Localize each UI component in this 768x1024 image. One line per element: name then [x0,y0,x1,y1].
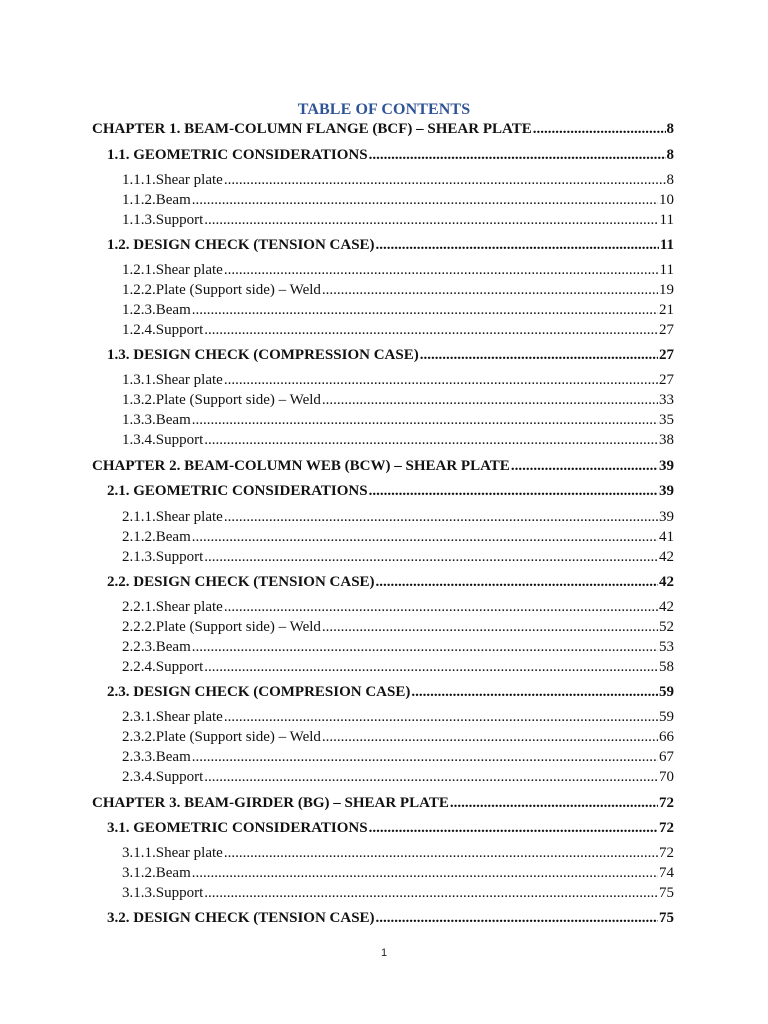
dot-leader [192,639,658,656]
toc-entry-label: 2.2. DESIGN CHECK (TENSION CASE) [107,574,375,590]
toc-entry-section[interactable] [107,684,674,701]
toc-entry-page: 75 [659,910,674,926]
dot-leader [224,262,659,279]
toc-entry-sub[interactable] [122,509,674,526]
toc-entry-number: 2.2.3. [122,639,156,655]
toc-entry-sub[interactable] [122,172,674,189]
toc-entry-page: 58 [659,659,674,675]
toc-entry-page: 33 [659,392,674,408]
toc-entry-number: 2.3.2. [122,729,156,745]
toc-entry-number: 2.3.3. [122,749,156,765]
dot-leader [420,347,658,364]
toc-entry-page: 38 [659,432,674,448]
toc-entry-label: Support [155,769,204,785]
toc-entry-label: Plate (Support side) – Weld [155,619,321,635]
dot-leader [224,372,658,389]
toc-entry-label: Support [155,432,204,448]
toc-entry-number: 1.3.3. [122,412,156,428]
toc-entry-page: 52 [659,619,674,635]
toc-entry-page: 11 [659,212,674,228]
toc-entry-label: CHAPTER 2. BEAM-COLUMN WEB (BCW) – SHEAR PLATE [92,458,510,474]
toc-entry-sub[interactable] [122,322,674,339]
toc-entry-number: 1.1.1. [122,172,156,188]
dot-leader [192,529,658,546]
toc-entry-page: 21 [659,302,674,318]
toc-entry-sub[interactable] [122,639,674,656]
toc-entry-label: 3.2. DESIGN CHECK (TENSION CASE) [107,910,375,926]
toc-entry-label: Support [155,659,204,675]
toc-entry-label: Beam [155,529,191,545]
toc-entry-page: 75 [659,885,674,901]
toc-entry-chapter[interactable] [92,458,674,475]
toc-entry-page: 27 [659,372,674,388]
toc-entry-page: 72 [659,820,674,836]
toc-entry-chapter[interactable] [92,795,674,812]
dot-leader [369,147,666,164]
dot-leader [204,322,658,339]
toc-entry-page: 74 [659,865,674,881]
toc-entry-label: Shear plate [155,509,223,525]
dot-leader [192,302,658,319]
dot-leader [369,483,658,500]
toc-entry-number: 3.1.3. [122,885,156,901]
toc-entry-page: 72 [659,845,674,861]
toc-entry-number: 1.1.2. [122,192,156,208]
dot-leader [204,549,658,566]
dot-leader [376,910,658,927]
toc-entry-sub[interactable] [122,212,674,229]
dot-leader [204,212,658,229]
toc-entry-label: Plate (Support side) – Weld [155,729,321,745]
toc-entry-page: 10 [659,192,674,208]
toc-entry-sub[interactable] [122,192,674,209]
toc-entry-label: Beam [155,865,191,881]
toc-entry-label: 2.1. GEOMETRIC CONSIDERATIONS [107,483,368,499]
toc-entry-page: 59 [659,709,674,725]
toc-entry-number: 1.2.3. [122,302,156,318]
toc-entry-sub[interactable] [122,432,674,449]
toc-entry-label: Beam [155,412,191,428]
toc-entry-number: 1.2.4. [122,322,156,338]
toc-entry-sub[interactable] [122,865,674,882]
dot-leader [224,599,658,616]
toc-entry-sub[interactable] [122,845,674,862]
dot-leader [204,769,658,786]
dot-leader [376,237,659,254]
toc-entry-page: 70 [659,769,674,785]
toc-entry-label: Shear plate [155,262,223,278]
dot-leader [224,709,658,726]
dot-leader [322,392,658,409]
toc-entry-number: 2.1.3. [122,549,156,565]
dot-leader [192,749,658,766]
toc-entry-sub[interactable] [122,549,674,566]
toc-entry-sub[interactable] [122,769,674,786]
dot-leader [204,659,658,676]
dot-leader [450,795,658,812]
dot-leader [192,412,658,429]
toc-entry-number: 2.1.2. [122,529,156,545]
toc-entry-number: 1.3.1. [122,372,156,388]
toc-entry-page: 35 [659,412,674,428]
toc-entry-sub[interactable] [122,412,674,429]
toc-entry-section[interactable] [107,147,674,164]
dot-leader [369,820,658,837]
toc-entry-sub[interactable] [122,282,674,299]
toc-entry-number: 3.1.2. [122,865,156,881]
toc-entry-sub[interactable] [122,372,674,389]
toc-entry-page: 42 [659,599,674,615]
toc-entry-label: Shear plate [155,599,223,615]
toc-entry-label: 1.2. DESIGN CHECK (TENSION CASE) [107,237,375,253]
toc-entry-page: 39 [659,483,674,499]
toc-entry-page: 72 [659,795,674,811]
toc-entry-page: 27 [659,347,674,363]
toc-entry-label: CHAPTER 1. BEAM-COLUMN FLANGE (BCF) – SHEAR PLATE [92,121,532,137]
toc-entry-number: 1.2.1. [122,262,156,278]
toc-entry-page: 59 [659,684,674,700]
toc-entry-label: Support [155,885,204,901]
toc-entry-label: 1.1. GEOMETRIC CONSIDERATIONS [107,147,368,163]
toc-entry-section[interactable] [107,910,674,927]
toc-entry-label: Shear plate [155,372,223,388]
toc-entry-section[interactable] [107,820,674,837]
toc-entry-sub[interactable] [122,619,674,636]
toc-entry-number: 1.1.3. [122,212,156,228]
dot-leader [411,684,658,701]
toc-entry-page: 42 [659,549,674,565]
dot-leader [376,574,658,591]
toc-entry-page: 39 [659,458,674,474]
toc-entry-label: Beam [155,192,191,208]
dot-leader [224,845,658,862]
dot-leader [511,458,658,475]
toc-entry-label: Beam [155,639,191,655]
dot-leader [322,282,658,299]
toc-entry-number: 1.3.4. [122,432,156,448]
toc-entry-label: Support [155,549,204,565]
toc-entry-page: 8 [666,121,674,137]
toc-entry-number: 2.3.1. [122,709,156,725]
toc-entry-sub[interactable] [122,659,674,676]
toc-entry-page: 42 [659,574,674,590]
toc-entry-page: 19 [659,282,674,298]
toc-entry-section[interactable] [107,483,674,500]
toc-entry-label: Support [155,212,204,228]
toc-entry-number: 2.1.1. [122,509,156,525]
toc-entry-sub[interactable] [122,262,674,279]
toc-entry-sub[interactable] [122,749,674,766]
toc-entry-label: 1.3. DESIGN CHECK (COMPRESSION CASE) [107,347,419,363]
dot-leader [224,172,666,189]
dot-leader [224,509,658,526]
toc-entry-page: 53 [659,639,674,655]
toc-entry-number: 1.2.2. [122,282,156,298]
toc-entry-label: Shear plate [155,172,223,188]
toc-entry-sub[interactable] [122,302,674,319]
toc-entry-label: Shear plate [155,845,223,861]
toc-entry-label: CHAPTER 3. BEAM-GIRDER (BG) – SHEAR PLATE [92,795,449,811]
dot-leader [533,121,666,138]
toc-entry-page: 41 [659,529,674,545]
toc-entry-label: Beam [155,749,191,765]
toc-entry-page: 27 [659,322,674,338]
toc-entry-page: 66 [659,729,674,745]
toc-entry-sub[interactable] [122,729,674,746]
toc-entry-sub[interactable] [122,392,674,409]
dot-leader [204,432,658,449]
toc-entry-label: 2.3. DESIGN CHECK (COMPRESION CASE) [107,684,411,700]
toc-entry-sub[interactable] [122,529,674,546]
page-number: 1 [380,947,388,959]
toc-entry-section[interactable] [107,574,674,591]
toc-entry-sub[interactable] [122,599,674,616]
dot-leader [322,729,658,746]
toc-entry-number: 2.2.2. [122,619,156,635]
toc-entry-section[interactable] [107,347,674,364]
toc-title: TABLE OF CONTENTS [297,101,471,118]
toc-entry-label: Shear plate [155,709,223,725]
toc-entry-number: 1.3.2. [122,392,156,408]
toc-entry-number: 3.1.1. [122,845,156,861]
toc-entry-number: 2.2.4. [122,659,156,675]
dot-leader [322,619,658,636]
toc-entry-label: Support [155,322,204,338]
toc-entry-page: 8 [666,147,674,163]
toc-entry-page: 11 [659,262,674,278]
dot-leader [192,192,658,209]
toc-entry-page: 39 [659,509,674,525]
toc-entry-label: 3.1. GEOMETRIC CONSIDERATIONS [107,820,368,836]
dot-leader [192,865,658,882]
toc-entry-chapter[interactable] [92,121,674,138]
toc-entry-sub[interactable] [122,885,674,902]
toc-entry-sub[interactable] [122,709,674,726]
dot-leader [204,885,658,902]
toc-entry-label: Plate (Support side) – Weld [155,282,321,298]
toc-entry-label: Plate (Support side) – Weld [155,392,321,408]
toc-entry-page: 67 [659,749,674,765]
toc-entry-page: 8 [666,172,674,188]
toc-entry-label: Beam [155,302,191,318]
toc-entry-number: 2.2.1. [122,599,156,615]
toc-entry-number: 2.3.4. [122,769,156,785]
toc-entry-section[interactable] [107,237,674,254]
toc-entry-page: 11 [659,237,674,253]
